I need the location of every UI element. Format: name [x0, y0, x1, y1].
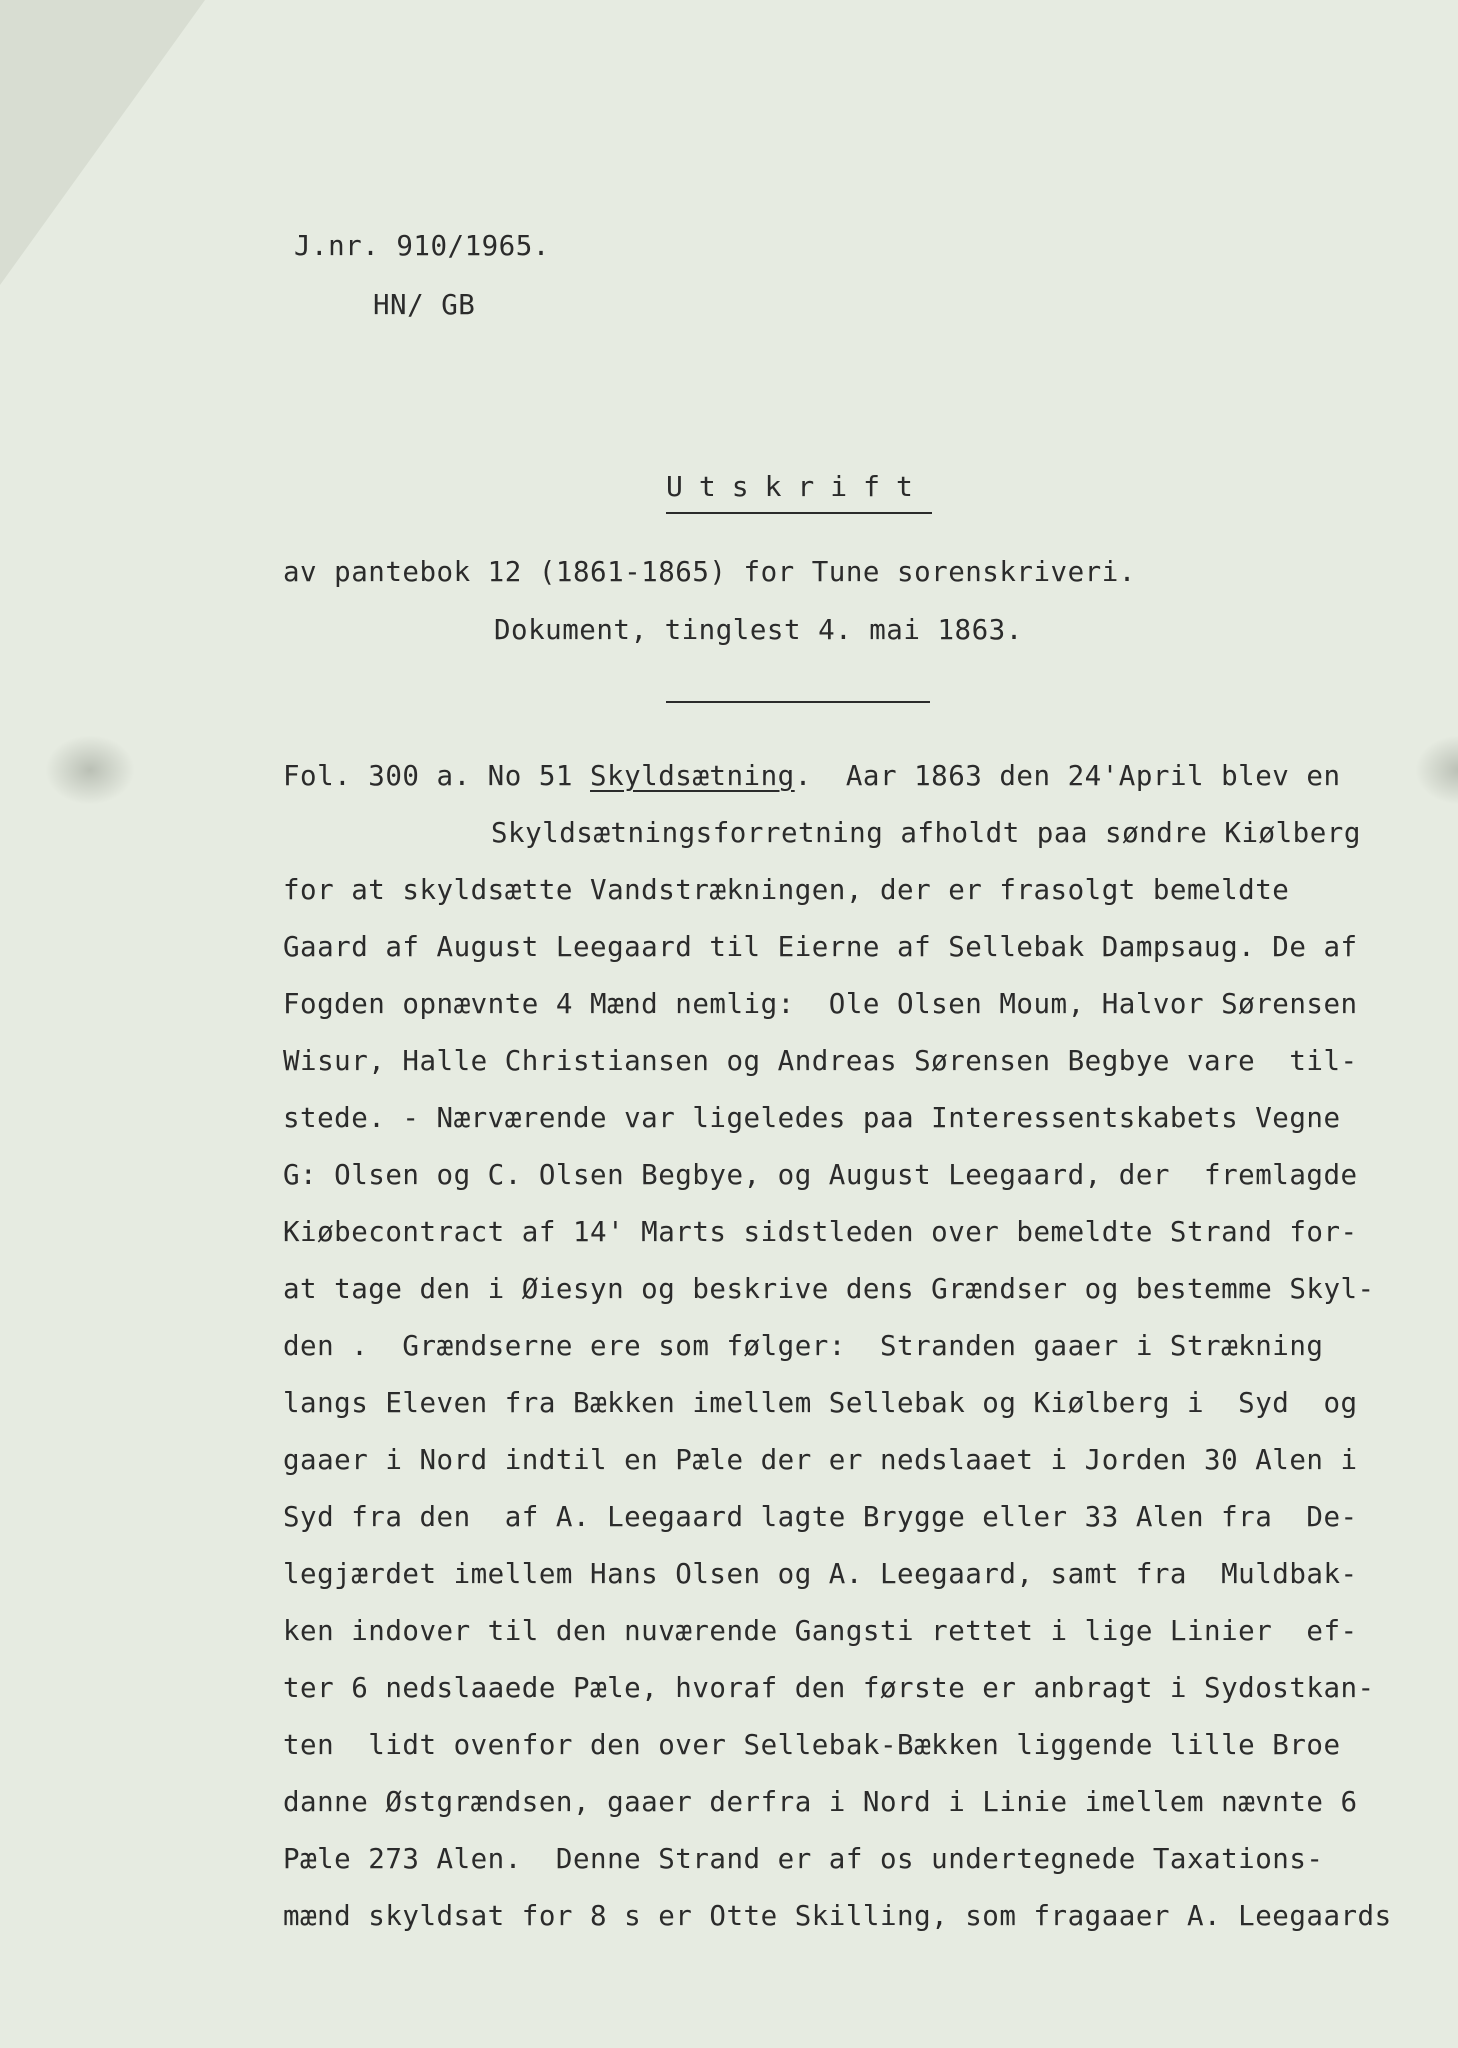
- body-line: stede. - Nærværende var ligeledes paa Interessentskabets Vegne: [283, 1102, 1341, 1134]
- body-line: at tage den i Øiesyn og beskrive dens Grændser og bestemme Skyl-: [283, 1273, 1375, 1305]
- subtitle-line-1: av pantebok 12 (1861-1865) for Tune sorenskriveri.: [283, 556, 1136, 588]
- body-line: Syd fra den af A. Leegaard lagte Brygge eller 33 Alen fra De-: [283, 1501, 1358, 1533]
- body-line: den . Grændserne ere som følger: Stranden gaaer i Strækning: [283, 1330, 1324, 1362]
- body-line: legjærdet imellem Hans Olsen og A. Leegaard, samt fra Muldbak-: [283, 1558, 1358, 1590]
- body-line: Kiøbecontract af 14' Marts sidstleden over bemeldte Strand for-: [283, 1216, 1358, 1248]
- body-line: ter 6 nedslaaede Pæle, hvoraf den første er anbragt i Sydostkan-: [283, 1672, 1375, 1704]
- title-underline: [666, 512, 932, 514]
- section-divider: [666, 701, 930, 703]
- heading-skyldsaetning: Skyldsætning: [590, 760, 795, 792]
- body-first-line: [283, 760, 1341, 792]
- subtitle-line-2: Dokument, tinglest 4. mai 1863.: [494, 614, 1023, 646]
- body-line: Pæle 273 Alen. Denne Strand er af os undertegnede Taxations-: [283, 1843, 1324, 1875]
- body-line: Wisur, Halle Christiansen og Andreas Sørensen Begbye vare til-: [283, 1045, 1358, 1077]
- body-line: gaaer i Nord indtil en Pæle der er nedslaaet i Jorden 30 Alen i: [283, 1444, 1358, 1476]
- body-line: mænd skyldsat for 8 s er Otte Skilling, som fragaaer A. Leegaards: [283, 1900, 1392, 1932]
- folio-reference: Fol. 300 a. No 51: [283, 760, 591, 792]
- body-line: ten lidt ovenfor den over Sellebak-Bækken liggende lille Broe: [283, 1729, 1341, 1761]
- first-line-rest: . Aar 1863 den 24'April blev en: [794, 760, 1341, 792]
- body-line: Skyldsætningsforretning afholdt paa søndre Kiølberg: [491, 817, 1361, 849]
- body-line: Gaard af August Leegaard til Eierne af Sellebak Dampsaug. De af: [283, 931, 1358, 963]
- body-line: langs Eleven fra Bækken imellem Sellebak og Kiølberg i Syd og: [283, 1387, 1358, 1419]
- body-line: for at skyldsætte Vandstrækningen, der er frasolgt bemeldte: [283, 874, 1290, 906]
- punch-hole-mark: [45, 735, 135, 805]
- body-line: danne Østgrændsen, gaaer derfra i Nord i Linie imellem nævnte 6: [283, 1786, 1358, 1818]
- body-line: G: Olsen og C. Olsen Begbye, og August Leegaard, der fremlagde: [283, 1159, 1358, 1191]
- journal-number: J.nr. 910/1965.: [294, 230, 550, 262]
- body-line: ken indover til den nuværende Gangsti rettet i lige Linier ef-: [283, 1615, 1358, 1647]
- document-title: Utskrift: [666, 470, 929, 503]
- body-line: Fogden opnævnte 4 Mænd nemlig: Ole Olsen Moum, Halvor Sørensen: [283, 988, 1358, 1020]
- initials: HN/ GB: [373, 289, 476, 321]
